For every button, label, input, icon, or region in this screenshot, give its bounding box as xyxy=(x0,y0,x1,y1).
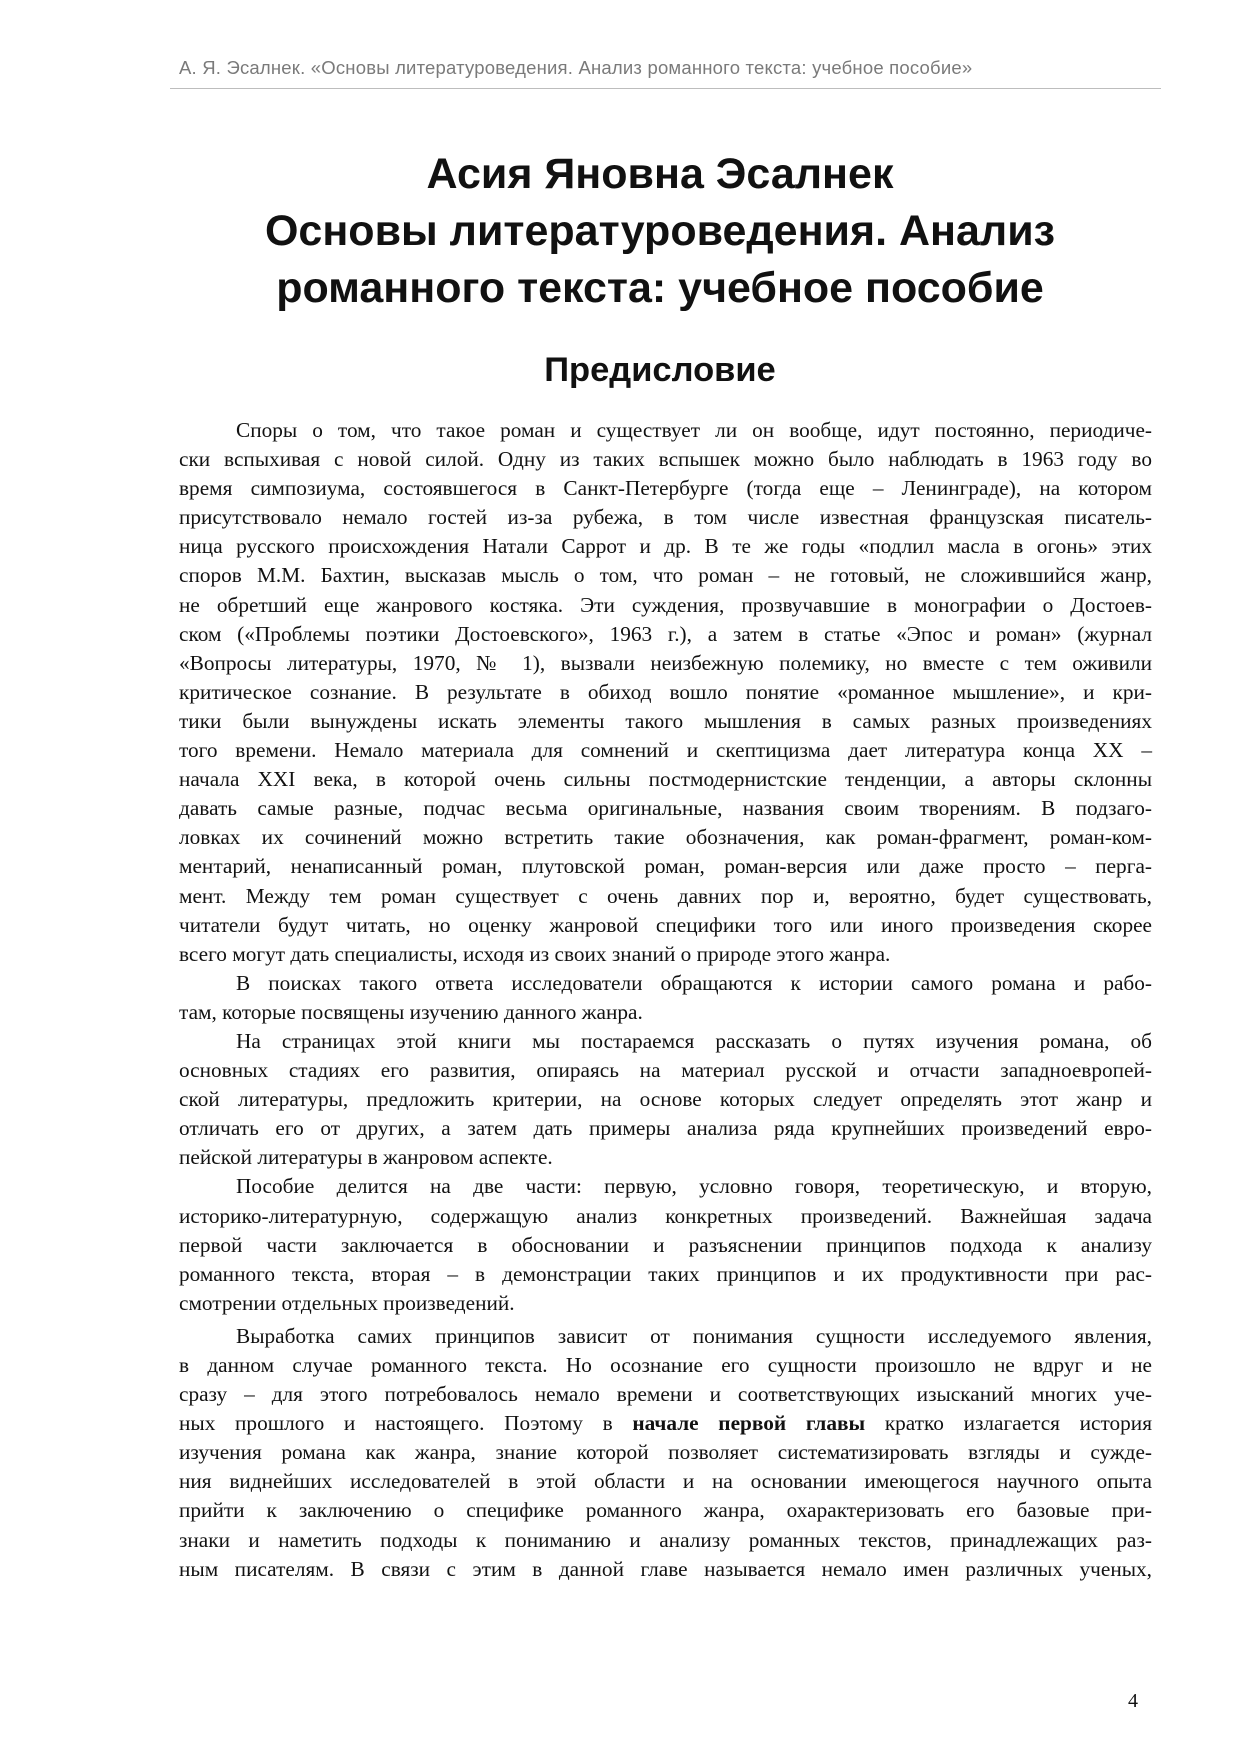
paragraph-4 xyxy=(179,1172,1152,1317)
text-line: пейской литературы в жанровом аспекте. xyxy=(179,1145,553,1170)
text-line: ментарий, ненаписанный роман, плутовской роман, роман-версия или даже просто – перга- xyxy=(179,854,1152,879)
text-line: ница русского происхождения Натали Саррот и др. В те же годы «подлил масла в огонь» этих xyxy=(179,534,1152,559)
text-line: не обретший еще жанрового костяка. Эти суждения, прозвучавшие в монографии о Достоев- xyxy=(179,592,1152,617)
text-line: отличать его от других, а затем дать примеры анализа ряда крупнейших произведений евро- xyxy=(179,1116,1152,1141)
paragraph-3 xyxy=(179,1027,1152,1172)
text-line: Пособие делится на две части: первую, условно говоря, теоретическую, и вторую, xyxy=(236,1174,1152,1199)
paragraph-2 xyxy=(179,969,1152,1027)
text-line: всего могут дать специалисты, исходя из своих знаний о природе этого жанра. xyxy=(179,941,891,966)
paragraph-1 xyxy=(179,416,1152,969)
text-line: ски вспыхивая с новой силой. Одну из таких вспышек можно было наблюдать в 1963 году во xyxy=(179,447,1152,472)
paragraph-5 xyxy=(179,1322,1152,1584)
emphasis-first-chapter: начале первой главы xyxy=(632,1411,866,1436)
text-line: первой части заключается в обосновании и разъяснении принципов подхода к анализу xyxy=(179,1232,1152,1257)
text-line: Выработка самих принципов зависит от понимания сущности исследуемого явления, xyxy=(236,1323,1152,1348)
text-line-with-emphasis xyxy=(179,1409,1152,1438)
text-line: в данном случае романного текста. Но осознание его сущности произошло не вдруг и не xyxy=(179,1353,1152,1377)
text-line: тики были вынуждены искать элементы такого мышления в самых разных произведениях xyxy=(179,708,1152,733)
text-line: ным писателям. В связи с этим в данной главе называется немало имен различных ученых, xyxy=(179,1556,1152,1581)
text-line: критическое сознание. В результате в обиход вошло понятие «романное мышление», и кри- xyxy=(179,679,1152,704)
text-line: На страницах этой книги мы постараемся рассказать о путях изучения романа, об xyxy=(236,1028,1152,1053)
text-line: начала XXI века, в которой очень сильны постмодернистские тенденции, а авторы склонны xyxy=(179,767,1152,792)
running-header: А. Я. Эсалнек. «Основы литературоведения. Анализ романного текста: учебное пособие» xyxy=(179,57,973,78)
text-line: ской литературы, предложить критерии, на основе которых следует определять этот жанр и xyxy=(179,1087,1152,1112)
title-line-2: Основы литературоведения. Анализ xyxy=(264,207,1056,255)
text-line: ловках их сочинений можно встретить такие обозначения, как роман-фрагмент, роман-ком- xyxy=(179,825,1152,850)
section-heading: Предисловие xyxy=(544,351,776,389)
text-line: читатели будут читать, но оценку жанровой специфики того или иного произведения скорее xyxy=(179,912,1152,937)
text-line: ния виднейших исследователей в этой области и на основании имеющегося научного опыта xyxy=(179,1469,1152,1494)
body-text xyxy=(179,416,1152,1584)
text-line: романного текста, вторая – в демонстрации таких принципов и их продуктивности при рас- xyxy=(179,1261,1152,1286)
text-line: присутствовало немало гостей из-за рубежа, в том числе известная французская писатель- xyxy=(179,505,1152,530)
text-line: того времени. Немало материала для сомнений и скептицизма дает литература конца XX – xyxy=(179,738,1152,763)
text-line: давать самые разные, подчас весьма оригинальные, названия своим творениям. В подзаго- xyxy=(179,796,1152,821)
text-line: прийти к заключению о специфике романного жанра, охарактеризовать его базовые при- xyxy=(179,1498,1152,1523)
book-title xyxy=(130,146,1190,317)
text-line: основных стадиях его развития, опираясь на материал русской и отчасти западноевропей- xyxy=(179,1058,1152,1083)
page-number: 4 xyxy=(1128,1690,1138,1712)
text-line: время симпозиума, состоявшегося в Санкт-Петербурге (тогда еще – Ленинграде), на котором xyxy=(179,476,1152,501)
title-line-author: Асия Яновна Эсалнек xyxy=(426,150,894,198)
text-line: сразу – для этого потребовалось немало времени и соответствующих изысканий многих уче- xyxy=(179,1382,1152,1407)
text-line: знаки и наметить подходы к пониманию и анализу романных текстов, принадлежащих раз- xyxy=(179,1527,1152,1552)
text-line: В поисках такого ответа исследователи обращаются к истории самого романа и рабо- xyxy=(236,970,1152,995)
text-line: мент. Между тем роман существует с очень давних пор и, вероятно, будет существовать, xyxy=(179,883,1152,908)
text-line: споров М.М. Бахтин, высказав мысль о том, что роман – не готовый, не сложившийся жанр, xyxy=(179,563,1152,588)
text-line: «Вопросы литературы, 1970, № 1), вызвали неизбежную полемику, но вместе с тем оживили xyxy=(179,650,1152,675)
header-divider xyxy=(170,88,1161,89)
text-line: Споры о том, что такое роман и существует ли он вообще, идут постоянно, периодиче- xyxy=(236,418,1152,442)
text-segment: ных прошлого и настоящего. Поэтому в xyxy=(179,1411,633,1436)
text-line: смотрении отдельных произведений. xyxy=(179,1290,515,1315)
title-line-3: романного текста: учебное пособие xyxy=(276,264,1044,312)
text-line: историко-литературную, содержащую анализ конкретных произведений. Важнейшая задача xyxy=(179,1203,1152,1228)
text-line: изучения романа как жанра, знание которой позволяет систематизировать взгляды и сужде- xyxy=(179,1440,1152,1465)
text-line: ском («Проблемы поэтики Достоевского», 1963 г.), а затем в статье «Эпос и роман» (журнал xyxy=(179,621,1152,646)
text-line: там, которые посвящены изучению данного жанра. xyxy=(179,999,643,1024)
text-segment: кратко излагается история xyxy=(865,1411,1152,1436)
